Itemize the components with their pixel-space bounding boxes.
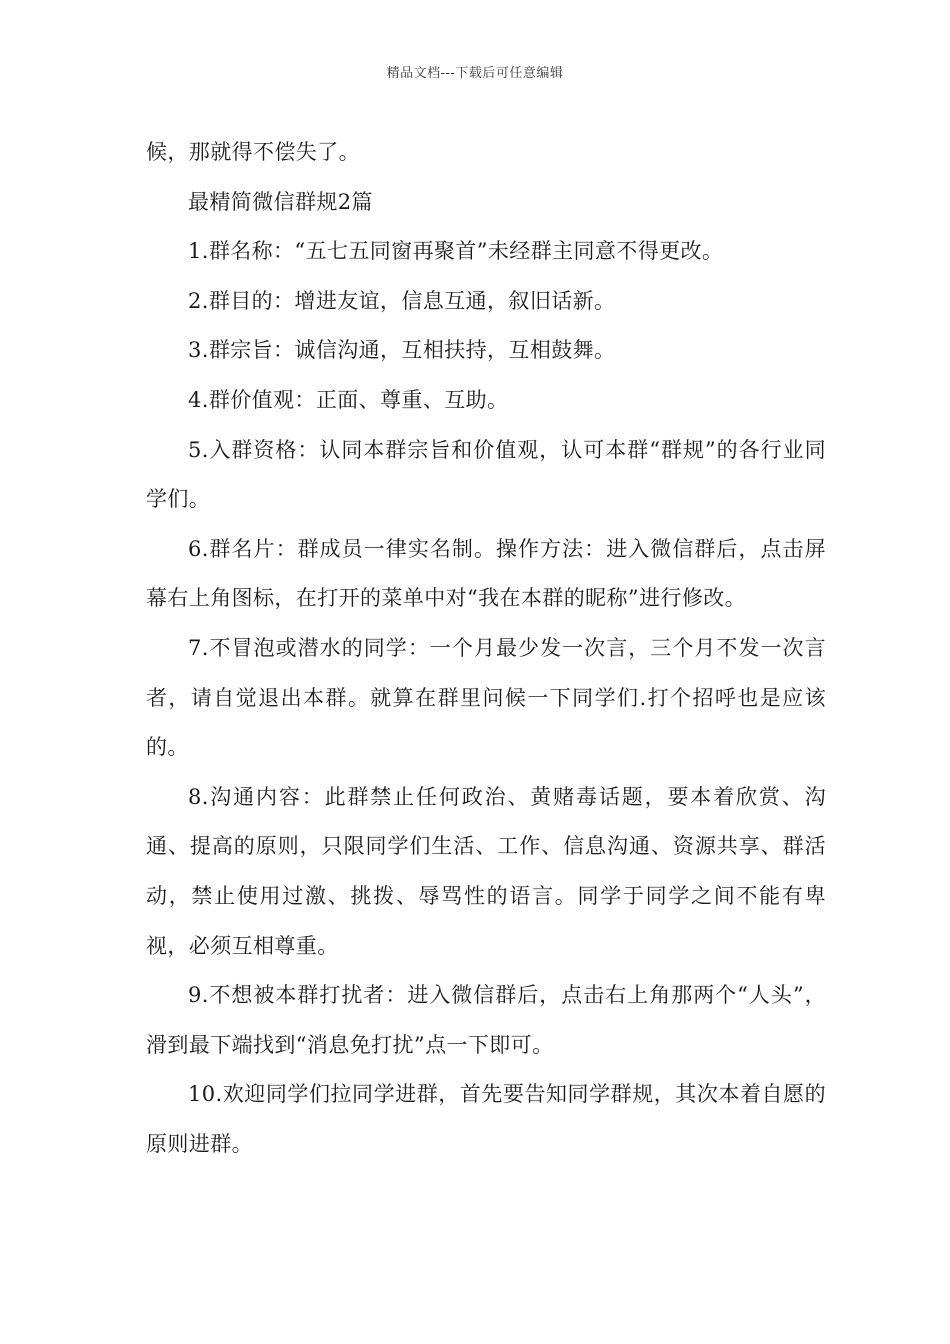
rule-item: 10.欢迎同学们拉同学进群，首先要告知同学群规，其次本着自愿的原则进群。 — [146, 1082, 826, 1156]
rule-item: 3.群宗旨：诚信沟通，互相扶持，互相鼓舞。 — [188, 338, 616, 363]
rule-item: 4.群价值观：正面、尊重、互助。 — [188, 387, 509, 412]
section-title: 最精简微信群规2篇 — [188, 189, 373, 214]
document-body — [146, 128, 826, 1169]
rule-item: 5.入群资格：认同本群宗旨和价值观，认可本群“群规”的各行业同学们。 — [146, 437, 826, 512]
rule-item: 8.沟通内容：此群禁止任何政治、黄赌毒话题，要本着欣赏、沟通、提高的原则，只限同学们生活、工作、信息沟通、资源共享、群活动，禁止使用过激、挑拨、辱骂性的语言。同学于同学之间不能有卑视，必须互相尊重。 — [146, 784, 826, 958]
paragraph-continuation: 候，那就得不偿失了。 — [146, 140, 360, 164]
rule-item: 2.群目的：增进友谊，信息互通，叙旧话新。 — [188, 288, 616, 313]
rule-item: 7.不冒泡或潜水的同学：一个月最少发一次言，三个月不发一次言者，请自觉退出本群。就算在群里问候一下同学们.打个招呼也是应该的。 — [146, 635, 826, 760]
rule-item: 1.群名称：“五七五同窗再聚首”未经群主同意不得更改。 — [188, 239, 724, 264]
rule-item: 6.群名片：群成员一律实名制。操作方法：进入微信群后，点击屏幕右上角图标，在打开的菜单中对“我在本群的昵称”进行修改。 — [146, 536, 826, 611]
page-header: 精品文档---下载后可任意编辑 — [386, 66, 564, 81]
rule-item: 9.不想被本群打扰者：进入微信群后，点击右上角那两个“人头”，滑到最下端找到“消息免打扰”点一下即可。 — [146, 983, 826, 1057]
